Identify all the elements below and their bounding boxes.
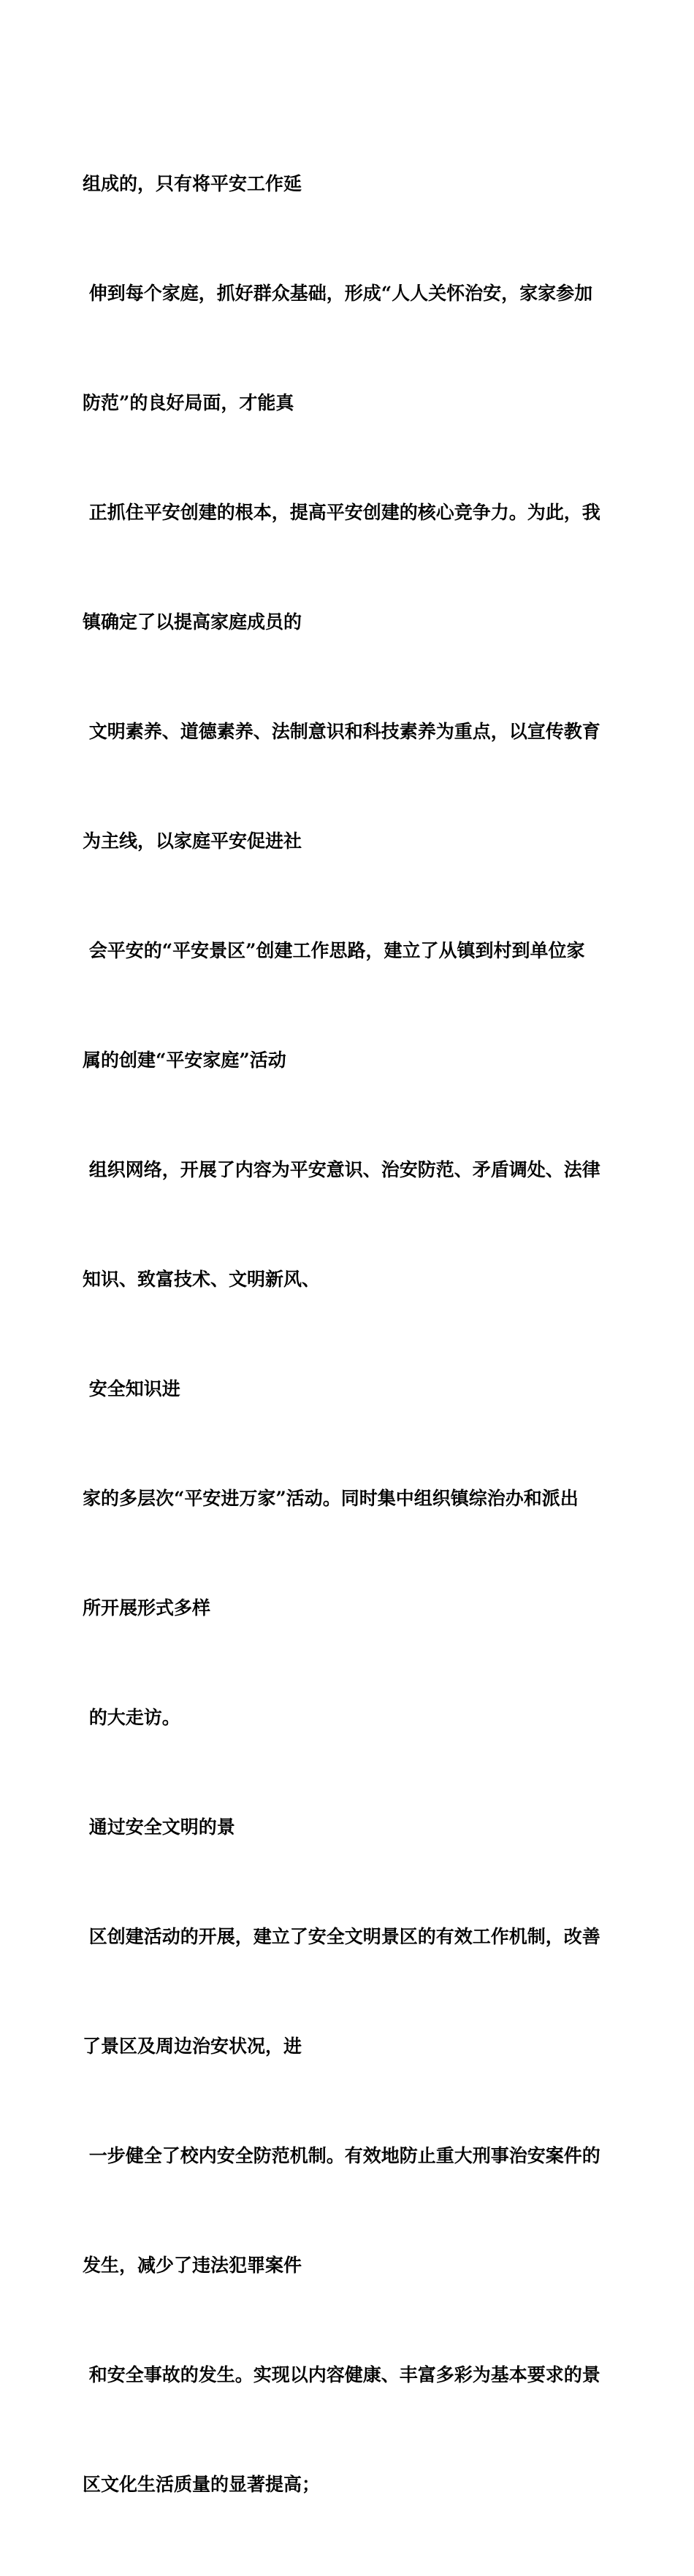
text-line: 组成的，只有将平安工作延 bbox=[83, 173, 302, 194]
text-line: 安全知识进 bbox=[83, 1378, 180, 1399]
text-line: 和安全事故的发生。实现以内容健康、丰富多彩为基本要求的景 bbox=[83, 2364, 600, 2385]
text-line: 了景区及周边治安状况，进 bbox=[83, 2036, 302, 2057]
text-line: 伸到每个家庭，抓好群众基础，形成“人人关怀治安，家家参加 bbox=[83, 283, 593, 304]
text-line: 文明素养、道德素养、法制意识和科技素养为重点，以宣传教育 bbox=[83, 721, 600, 742]
text-line: 一步健全了校内安全防范机制。有效地防止重大刑事治安案件的 bbox=[83, 2145, 600, 2166]
body-text bbox=[83, 93, 616, 2576]
text-line: 区文化生活质量的显著提高； bbox=[83, 2474, 321, 2495]
text-line: 的大走访。 bbox=[83, 1707, 180, 1728]
text-line: 知识、致富技术、文明新风、 bbox=[83, 1269, 321, 1290]
text-line: 镇确定了以提高家庭成员的 bbox=[83, 611, 302, 632]
text-line: 为主线，以家庭平安促进社 bbox=[83, 830, 302, 852]
text-line: 会平安的“平安景区”创建工作思路，建立了从镇到村到单位家 bbox=[83, 940, 585, 961]
text-line: 防范”的良好局面，才能真 bbox=[83, 392, 294, 413]
text-line: 属的创建“平安家庭”活动 bbox=[83, 1050, 286, 1071]
text-line: 家的多层次“平安进万家”活动。同时集中组织镇综治办和派出 bbox=[83, 1488, 579, 1509]
text-line: 区创建活动的开展，建立了安全文明景区的有效工作机制，改善 bbox=[83, 1926, 600, 1947]
text-line: 发生，减少了违法犯罪案件 bbox=[83, 2255, 302, 2276]
text-line: 组织网络，开展了内容为平安意识、治安防范、矛盾调处、法律 bbox=[83, 1159, 600, 1180]
text-line: 正抓住平安创建的根本，提高平安创建的核心竞争力。为此，我 bbox=[83, 502, 600, 523]
text-line: 所开展形式多样 bbox=[83, 1597, 211, 1618]
text-line: 通过安全文明的景 bbox=[83, 1816, 235, 1838]
